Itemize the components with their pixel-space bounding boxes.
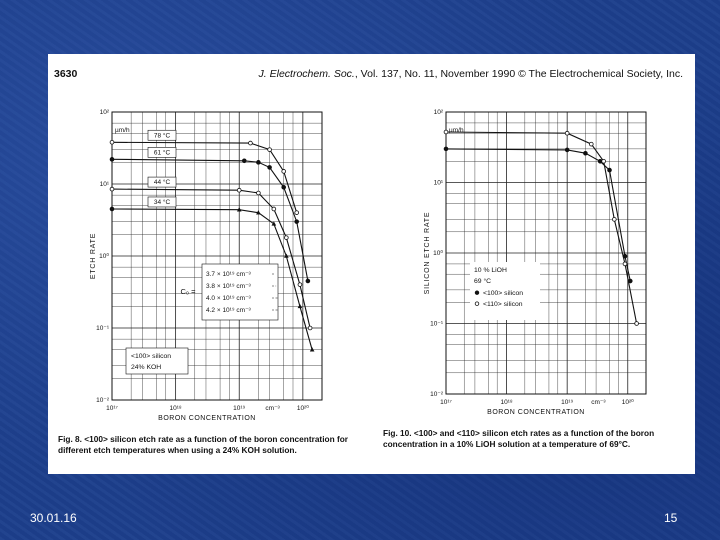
fig10-y-axis-label: SILICON ETCH RATE — [424, 211, 431, 295]
fig8-c0-value: 3.7 × 10¹⁹ cm⁻³ — [206, 271, 251, 278]
fig8-y-tick-label: 10² — [99, 109, 109, 116]
article-page-number: 3630 — [54, 68, 78, 80]
fig8-c0-value: 4.2 × 10¹⁹ cm⁻³ — [206, 307, 251, 314]
slide-figure-image — [48, 54, 695, 474]
fig8-x-tick-label: 10¹⁸ — [169, 405, 182, 412]
fig8-y-unit-label: µm/h — [115, 127, 130, 134]
fig10-y-unit-label: µm/h — [449, 127, 464, 134]
fig10-x-unit-label: cm⁻³ — [591, 399, 606, 406]
fig10-legend-marker — [475, 302, 479, 306]
fig8-y-axis-label: ETCH RATE — [90, 232, 97, 280]
fig8-y-tick-label: 10⁰ — [99, 253, 109, 260]
fig10-x-axis-label: BORON CONCENTRATION — [487, 409, 585, 416]
fig10-data-point — [635, 322, 639, 326]
fig10-data-point-start — [444, 130, 448, 134]
fig10-label: Fig. 10. — [383, 428, 412, 438]
fig10-legend-entry: <110> silicon — [483, 301, 523, 308]
journal-citation: , Vol. 137, No. 11, November 1990 © The Electrochemical Society, Inc. — [354, 68, 683, 80]
fig10-data-point — [565, 131, 569, 135]
fig8-c0-value: 3.8 × 10¹⁹ cm⁻³ — [206, 283, 251, 290]
fig8-x-tick-label: 10¹⁹ — [233, 405, 246, 412]
fig10-data-point — [565, 148, 569, 152]
fig10-legend-entry: <100> silicon — [483, 290, 524, 297]
fig10-legend-line: 10 % LiOH — [474, 267, 507, 274]
fig10-legend-marker — [475, 291, 479, 295]
slide-page-number: 15 — [664, 511, 678, 525]
fig10-data-point — [623, 262, 627, 266]
fig10-y-tick-label: 10⁰ — [433, 250, 443, 257]
fig10-y-tick-label: 10¹ — [433, 179, 443, 187]
fig8-legend-line: 24% KOH — [131, 364, 162, 371]
fig8-legend-line: <100> silicon — [131, 353, 172, 360]
fig10-lioh-etch-rate-chart — [48, 54, 695, 434]
fig10-caption-text: <100> and <110> silicon etch rates as a function of the boron concentration in a 10% LiOH solution at a temperature of 69°C. — [383, 428, 655, 449]
fig8-c0-value: 4.0 × 10¹⁹ cm⁻³ — [206, 295, 251, 302]
fig10-x-tick-label: 10²⁰ — [621, 399, 634, 406]
fig10-series-line-0 — [446, 149, 630, 281]
fig10-data-point — [584, 151, 588, 155]
fig10-caption — [383, 428, 688, 450]
fig8-caption — [58, 434, 358, 456]
fig10-data-point-start — [444, 147, 448, 151]
fig8-x-unit-label: cm⁻³ — [265, 405, 280, 412]
fig8-temp-label: 34 °C — [153, 198, 171, 206]
fig8-c0-symbol: C₀ = — [180, 287, 196, 296]
fig8-caption-text: <100> silicon etch rate as a function of the boron concentration for different etch temperatures when using a 24% KOH solution. — [58, 434, 349, 455]
fig10-y-tick-label: 10² — [433, 109, 443, 116]
slide-date: 30.01.16 — [30, 511, 77, 525]
fig8-label: Fig. 8. — [58, 434, 82, 444]
fig8-x-tick-label: 10¹⁷ — [106, 405, 118, 412]
fig8-y-tick-label: 10⁻² — [96, 397, 109, 404]
fig10-x-tick-label: 10¹⁸ — [500, 399, 513, 406]
fig8-y-tick-label: 10¹ — [99, 181, 109, 188]
journal-name: J. Electrochem. Soc. — [258, 68, 355, 80]
fig10-legend-line: 69 °C — [474, 278, 492, 285]
fig10-data-point — [612, 217, 616, 221]
fig8-temp-label: 44 °C — [153, 179, 171, 187]
fig10-x-tick-label: 10¹⁷ — [440, 399, 452, 406]
fig10-data-point — [602, 159, 606, 163]
fig10-y-tick-label: 10⁻¹ — [430, 320, 443, 328]
fig8-y-tick-label: 10⁻¹ — [96, 325, 109, 332]
fig8-x-tick-label: 10²⁰ — [296, 405, 309, 412]
fig8-temp-label: 78 °C — [153, 132, 171, 140]
fig8-temp-label: 61 °C — [153, 149, 171, 157]
fig8-x-axis-label: BORON CONCENTRATION — [158, 415, 256, 422]
fig10-data-point — [589, 142, 593, 146]
fig10-x-tick-label: 10¹⁹ — [561, 399, 574, 406]
fig10-data-point — [608, 168, 612, 172]
fig10-y-tick-label: 10⁻² — [430, 391, 443, 398]
